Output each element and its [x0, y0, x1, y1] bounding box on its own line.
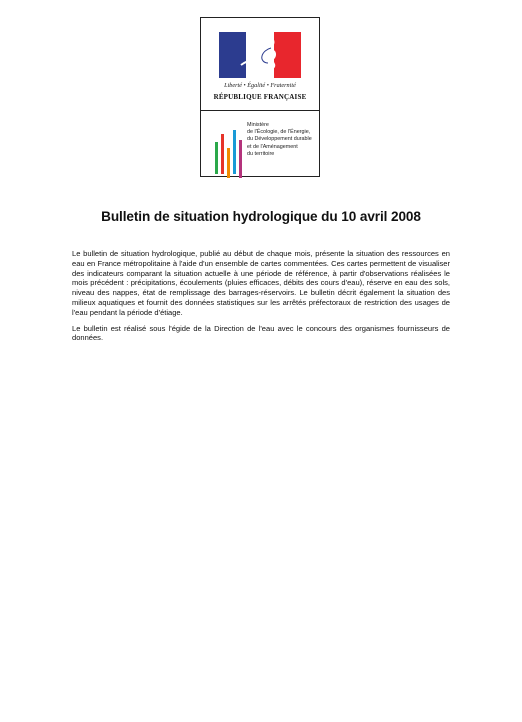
ministry-line: du Développement durable	[247, 136, 312, 143]
ministry-line: et de l'Aménagement	[247, 143, 298, 150]
document-body	[72, 249, 450, 349]
republic-motto: Liberté • Égalité • Fraternité	[224, 82, 296, 89]
ministry-name	[247, 122, 319, 158]
body-paragraph: Le bulletin est réalisé sous l'égide de la Direction de l'eau avec le concours des organismes fournisseurs de données.	[72, 323, 450, 343]
ministry-line: de l'Écologie, de l'Énergie,	[247, 129, 311, 136]
logo-divider	[201, 110, 319, 111]
republic-name: RÉPUBLIQUE FRANÇAISE	[213, 93, 307, 101]
ministry-stripes-icon	[213, 126, 247, 181]
document-title: Bulletin de situation hydrologique du 10 avril 2008	[101, 209, 421, 224]
ministry-line: Ministère	[247, 122, 269, 128]
ministry-logo	[200, 17, 320, 177]
republic-logo	[201, 18, 319, 110]
tricolor-flag	[219, 32, 301, 78]
ministry-line: du territoire	[247, 150, 275, 157]
body-paragraph: Le bulletin de situation hydrologique, publié au début de chaque mois, présente la situation des ressources en eau en France métropolitaine à l'aide d'un ensemble de cartes commentées. Ces cartes permettent de visualiser des indicateurs comparant la situation actuelle à une période de référence, à partir d'observations réalisées le mois précédent : précipitations, écoulements (pluies efficaces, débits des cours d'eau), réserve en eau des sols, niveau des nappes, état de remplissage des barrages-réservoirs. Le bulletin décrit également la situation des milieux aquatiques et fournit des données statistiques sur les arrêtés préfectoraux de restriction des usages de l'eau pendant la période d'étiage.	[72, 249, 450, 317]
marianne-icon	[233, 34, 287, 78]
